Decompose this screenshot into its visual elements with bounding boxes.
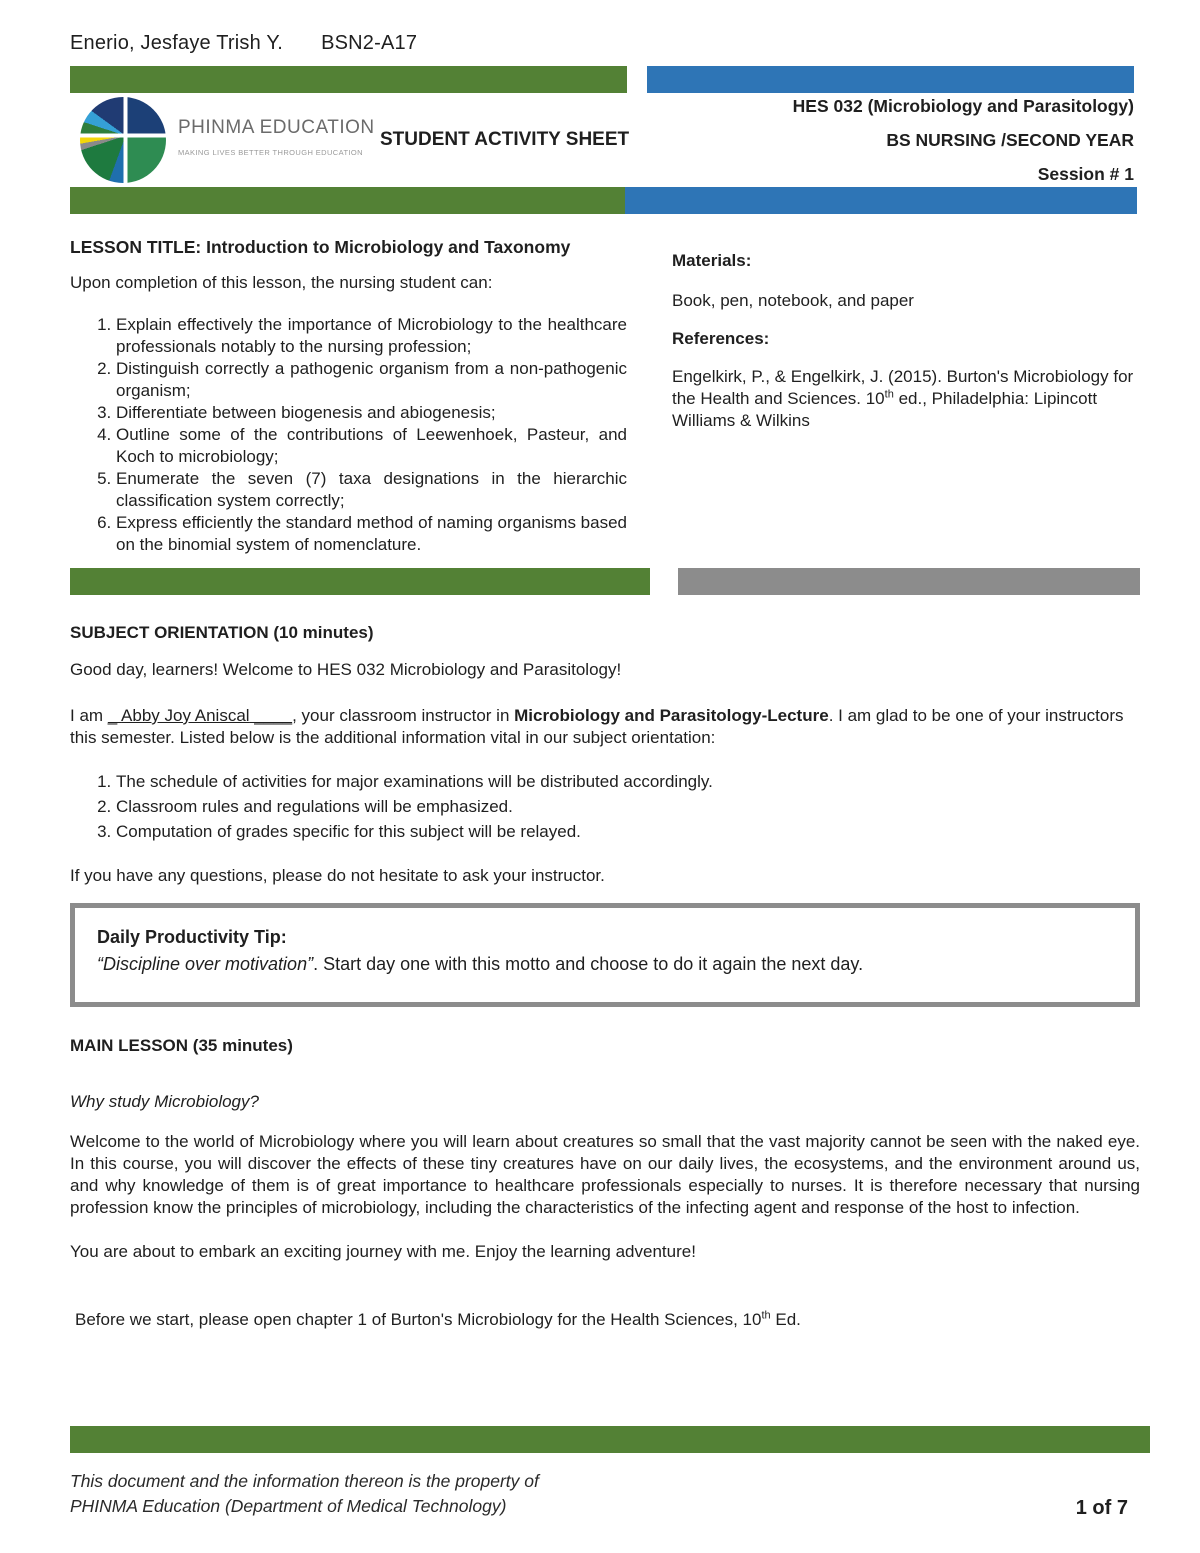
program-year: BS NURSING /SECOND YEAR <box>886 130 1134 150</box>
why-study-question: Why study Microbiology? <box>70 1092 259 1111</box>
course-code: HES 032 (Microbiology and Parasitology) <box>792 96 1134 116</box>
tip-text: “Discipline over motivation”. Start day one with this motto and choose to do it again the next day. <box>97 954 864 974</box>
lesson-title: LESSON TITLE: Introduction to Microbiology and Taxonomy <box>70 237 571 257</box>
learning-objectives-list <box>70 314 627 556</box>
objective-item: 2. Distinguish correctly a pathogenic organism from a non-pathogenic organism; <box>116 358 627 402</box>
student-name: Enerio, Jesfaye Trish Y. <box>70 32 284 54</box>
questions-note: If you have any questions, please do not hesitate to ask your instructor. <box>70 866 605 885</box>
orientation-item: 3. Computation of grades specific for this subject will be relayed. <box>116 821 1140 843</box>
objective-item: 4. Outline some of the contributions of Leewenhoek, Pasteur, and Koch to microbiology; <box>116 424 627 468</box>
footer-property-line1: This document and the information thereon is the property of <box>70 1471 539 1491</box>
header-bottom-bars <box>70 187 1140 214</box>
section-divider-bars <box>70 568 1140 595</box>
page-number: 1 of 7 <box>1075 1497 1128 1519</box>
green-bar-divider-left <box>70 568 650 595</box>
phinma-logo-icon <box>80 97 166 183</box>
gray-bar-divider-right <box>678 568 1140 595</box>
lesson-materials-section <box>70 214 1140 556</box>
green-bar-mid-left <box>70 187 625 214</box>
tip-quote: “Discipline over motivation” <box>97 954 314 974</box>
orientation-items-list <box>70 771 1140 843</box>
logo-brand-name: PHINMA EDUCATION <box>178 116 375 138</box>
before-start-note: Before we start, please open chapter 1 of Burton's Microbiology for the Health Sciences, 10th Ed. <box>75 1309 801 1329</box>
references-label: References: <box>672 329 770 348</box>
superscript-th: th <box>761 1309 771 1322</box>
orientation-item: 1. The schedule of activities for major examinations will be distributed accordingly. <box>116 771 1140 793</box>
lesson-intro: Upon completion of this lesson, the nursing student can: <box>70 273 493 292</box>
student-section: BSN2-A17 <box>321 32 418 54</box>
footer-green-bar <box>70 1426 1150 1453</box>
instructor-name-blank: _ Abby Joy Aniscal ____ <box>107 706 293 725</box>
materials-text: Book, pen, notebook, and paper <box>672 291 914 310</box>
document-header <box>70 93 1140 187</box>
blue-bar-mid-right <box>625 187 1137 214</box>
subject-orientation-heading: SUBJECT ORIENTATION (10 minutes) <box>70 623 374 642</box>
adventure-text: You are about to embark an exciting journey with me. Enjoy the learning adventure! <box>70 1242 696 1261</box>
daily-productivity-tip-box <box>70 903 1140 1007</box>
session-number: Session # 1 <box>1037 164 1134 184</box>
greeting-text: Good day, learners! Welcome to HES 032 Microbiology and Parasitology! <box>70 660 622 679</box>
main-lesson-paragraph: Welcome to the world of Microbiology where you will learn about creatures so small that the vast majority cannot be seen with the naked eye. In this course, you will discover the effects of these tiny creatures have on our daily lives, the ecosystems, and the environment around us, and why knowledge of them is of great importance to healthcare professionals especially to nurses. It is therefore necessary that nursing profession know the principles of microbiology, including the characteristics of the infecting agent and response of the host to infection. <box>70 1132 1140 1217</box>
superscript-th: th <box>884 388 894 401</box>
objective-item: 5. Enumerate the seven (7) taxa designations in the hierarchic classification system correctly; <box>116 468 627 512</box>
sheet-title: STUDENT ACTIVITY SHEET <box>380 129 630 150</box>
document-footer <box>70 1469 1140 1519</box>
orientation-item: 2. Classroom rules and regulations will be emphasized. <box>116 796 1140 818</box>
subject-name-bold: Microbiology and Parasitology-Lecture <box>514 706 829 725</box>
objective-item: 6. Express efficiently the standard method of naming organisms based on the binomial system of nomenclature. <box>116 512 627 556</box>
green-bar-top-left <box>70 66 627 93</box>
main-lesson-heading: MAIN LESSON (35 minutes) <box>70 1036 293 1055</box>
objective-item: 3. Differentiate between biogenesis and abiogenesis; <box>116 402 627 424</box>
logo-tagline: MAKING LIVES BETTER THROUGH EDUCATION <box>178 147 363 157</box>
materials-label: Materials: <box>672 251 752 270</box>
instructor-intro-paragraph: I am _ Abby Joy Aniscal ____, your classroom instructor in Microbiology and Parasitology-Lecture. I am glad to be one of your instructors this semester. Listed below is the additional information vital in our subject orientation: <box>70 706 1124 747</box>
student-name-row <box>70 0 1140 54</box>
tip-label: Daily Productivity Tip: <box>97 927 287 947</box>
footer-property-line2: PHINMA Education (Department of Medical Technology) <box>70 1496 507 1516</box>
objective-item: 1. Explain effectively the importance of Microbiology to the healthcare professionals notably to the nursing profession; <box>116 314 627 358</box>
instructor-name: Abby Joy Aniscal <box>121 706 250 725</box>
reference-citation: Engelkirk, P., & Engelkirk, J. (2015). Burton's Microbiology for the Health and Sciences. 10th ed., Philadelphia: Lipincott Williams & Wilkins <box>672 367 1134 430</box>
